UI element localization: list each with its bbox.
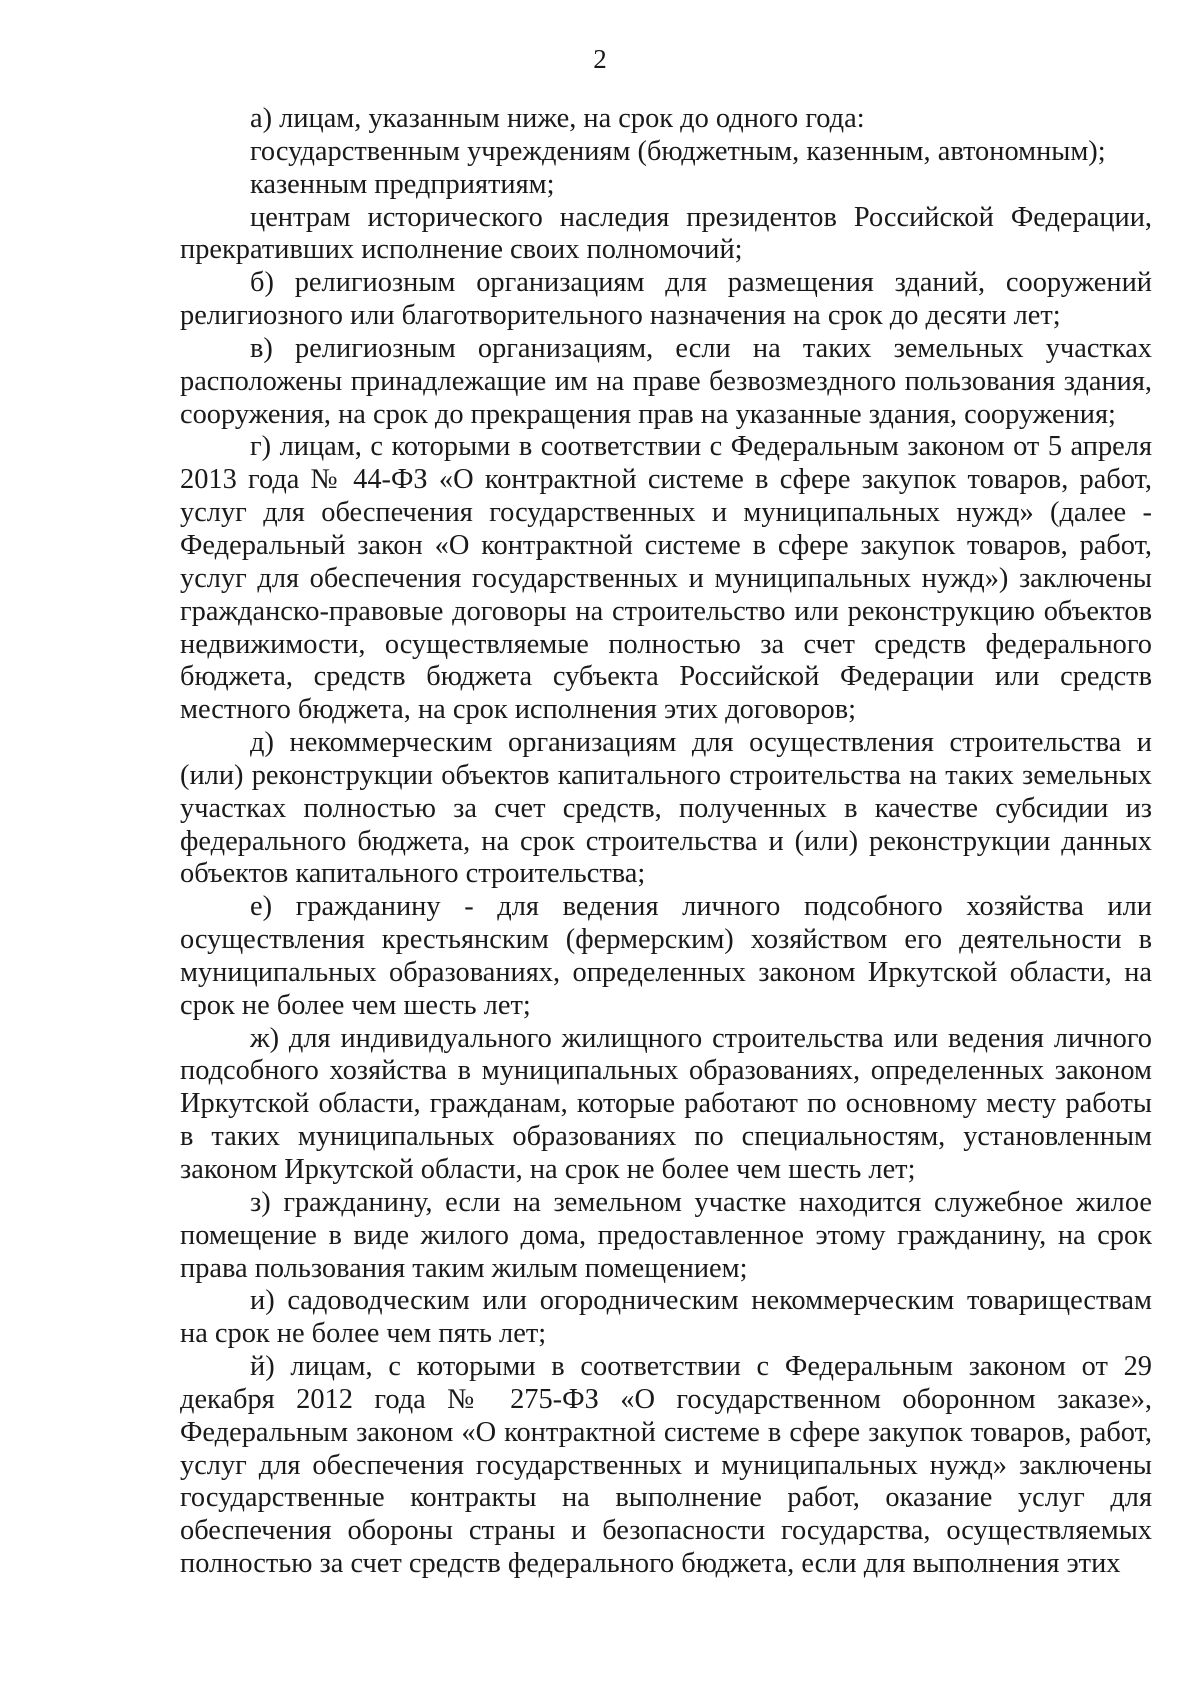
paragraph-i: и) садоводческим или огородническим некоммерческим товариществам на срок не более чем пять лет; — [180, 1285, 1152, 1350]
paragraph-state-institutions: государственным учреждениям (бюджетным, казенным, автономным); — [250, 135, 1106, 167]
paragraph-d: д) некоммерческим организациям для осуществления строительства и (или) реконструкции объектов капитального строительства на таких земельных участках полностью за счет средств, полученных в качестве субсидии из федерального бюджета, на срок строительства и (или) реконструкции данных объектов капитального строительства; — [180, 727, 1152, 890]
page-number: 2 — [593, 44, 607, 74]
paragraph-g: г) лицам, с которыми в соответствии с Федеральным законом от 5 апреля 2013 года № 44-ФЗ «О контрактной системе в сфере закупок товаров, работ, услуг для обеспечения государственных и муниципальных нужд» (далее - Федеральный закон «О контрактной системе в сфере закупок товаров, работ, услуг для обеспечения государственных и муниципальных нужд») заключены гражданско-правовые договоры на строительство или реконструкцию объектов недвижимости, осуществляемые полностью за счет средств федерального бюджета, средств бюджета субъекта Российской Федерации или средств местного бюджета, на срок исполнения этих договоров; — [180, 431, 1152, 726]
paragraph-iy: й) лицам, с которыми в соответствии с Федеральным законом от 29 декабря 2012 года № 275-ФЗ «О государственном оборонном заказе», Федеральным законом «О контрактной системе в сфере закупок товаров, работ, услуг для обеспечения государственных и муниципальных нужд» заключены государственные контракты на выполнение работ, оказание услуг для обеспечения обороны страны и безопасности государства, осуществляемых полностью за счет средств федерального бюджета, если для выполнения этих — [180, 1351, 1152, 1580]
paragraph-zh: ж) для индивидуального жилищного строительства или ведения личного подсобного хозяйства в муниципальных образованиях, определенных законом Иркутской области, гражданам, которые работают по основному месту работы в таких муниципальных образованиях по специальностям, установленным законом Иркутской области, на срок не более чем шесть лет; — [180, 1022, 1152, 1185]
paragraph-b: б) религиозным организациям для размещения зданий, сооружений религиозного или благотворительного назначения на срок до десяти лет; — [180, 267, 1152, 332]
paragraph-e: е) гражданину - для ведения личного подсобного хозяйства или осуществления крестьянским (фермерским) хозяйством его деятельности в муниципальных образованиях, определенных законом Иркутской области, на срок не более чем шесть лет; — [180, 891, 1152, 1021]
document-body — [180, 103, 1152, 1581]
paragraph-z: з) гражданину, если на земельном участке находится служебное жилое помещение в виде жилого дома, предоставленное этому гражданину, на срок права пользования таким жилым помещением; — [180, 1186, 1152, 1284]
paragraph-state-enterprises: казенным предприятиям; — [250, 168, 555, 200]
paragraph-a: а) лицам, указанным ниже, на срок до одного года: — [250, 103, 865, 134]
paragraph-v: в) религиозным организациям, если на таких земельных участках расположены принадлежащие им на праве безвозмездного пользования здания, сооружения, на срок до прекращения прав на указанные здания, сооружения; — [180, 332, 1152, 430]
paragraph-presidential-centers: центрам исторического наследия президентов Российской Федерации, прекративших исполнение своих полномочий; — [180, 201, 1152, 266]
